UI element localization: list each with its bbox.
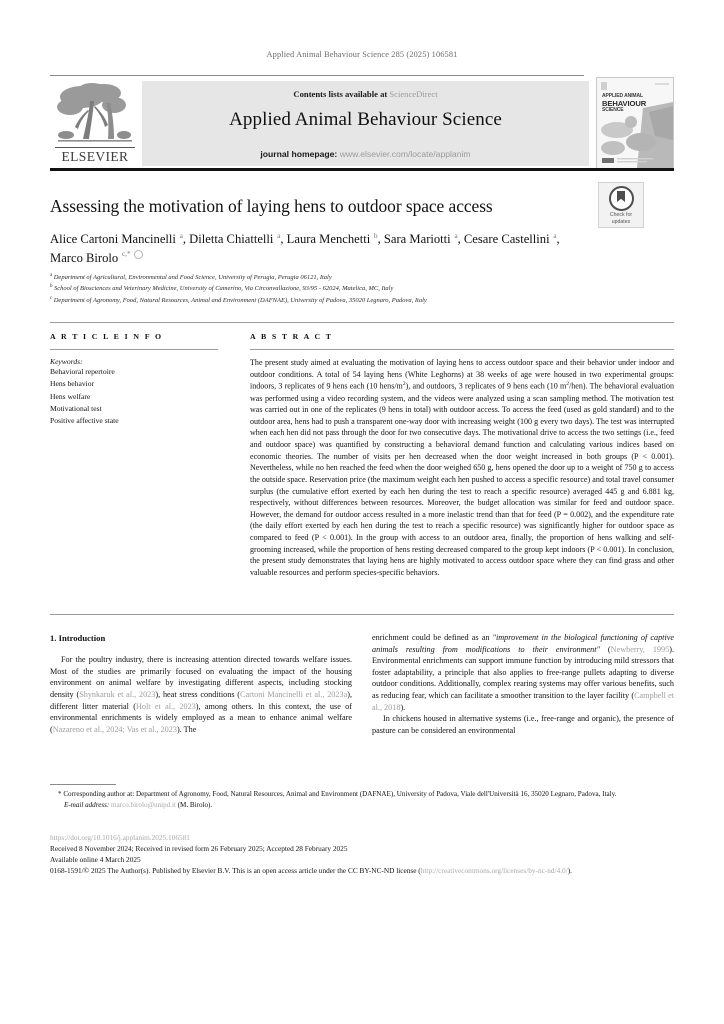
crossmark-caption xyxy=(599,212,643,225)
bookmark-icon xyxy=(609,186,634,211)
affiliation-item xyxy=(50,283,610,294)
abstract-section xyxy=(250,332,674,579)
author-list xyxy=(50,230,570,267)
journal-homepage-line xyxy=(142,149,589,159)
cover-title-line3: SCIENCE xyxy=(602,107,624,114)
elsevier-logo xyxy=(52,81,138,165)
crossmark-line2: updates xyxy=(611,218,631,225)
article-info-heading: A R T I C L E I N F O xyxy=(50,332,163,341)
list-item: Hens welfare xyxy=(50,391,91,401)
abstract-block-bottom-rule xyxy=(50,614,674,615)
page-title: Assessing the motivation of laying hens to outdoor space access xyxy=(50,196,493,216)
paragraph: For the poultry industry, there is increasing attention directed towards welfare issues. Most of the studies are primarily focused on evaluating the impact of the housing environment on animal welfare by investigating different aspects, including stocking density (Shynkaruk et al., 2023), heat stress conditions (Cartoni Mancinelli et al., 2023a), different litter material (Holt et al., 2023), among others. In this context, the use of environmental enrichments is widely employed as a mean to enhance animal welfare (Nazareno et al., 2024; Vas et al., 2023). The xyxy=(50,655,352,734)
sciencedirect-link[interactable]: ScienceDirect xyxy=(389,89,438,99)
crossmark-line1: Check for xyxy=(609,212,633,218)
abstract-rule xyxy=(250,349,674,350)
introduction-right-column xyxy=(372,632,674,736)
article-info-section xyxy=(50,332,230,427)
cover-title-line2: BEHAVIOUR xyxy=(602,98,647,108)
publication-metadata xyxy=(50,832,674,876)
introduction-left-column xyxy=(50,632,352,735)
email-label: E-mail address: xyxy=(64,800,110,809)
abstract-text: The present study aimed at evaluating the motivation of laying hens to access outdoor space and their behavior under indoor and outdoor conditions. A total of 54 laying hens (White Leghorns) at 38 weeks of age were housed in two experimental groups: indoors, 3 replicates of 9 hens each (10 hens/$m^2$), and outdoors, 3 replicates of 9 hens each (10 $m^2/hen$). The behavioral evaluation was performed using a video recording system, and the videos were analyzed using a scan sampling method. The motivation test was carried out in one of the replicates (9 hens in total) with outdoor access. To access the feed (used as gold standard) and to the outdoor area, hens had to push a transparent one-way door with increasing weight (100 g every two days). The test was interrupted when each hen did not pass through the door for two consecutive days. The motivational drive to access the two settings (i.e., feed and outdoor space) was quantified by constructing a behavioral demand function and calculating various indices based on economic theories. The number of visits per hen decreased when the door weight increased in both groups (P < 0.001). Nevertheless, while no hen reached the feed when the door weighed 650 g, hens opened the door up to a weight of 750 g to access the outside space. Reservation price (the maximum weight each hen pushed to access a specific resource) and total travel consumer surplus (the cumulative effort exerted by each hen during the test to reach a specific resource) averaged 445 g and 6.881 kg, respectively, without differences between resources. Moreover, the budget allocation was similar for feed and outdoor space. However, the demand for outdoor access resulted in a more inelastic trend than that for feed (P = 0.002), and the expenditure rate (the daily effort exerted by each hen during the test to reach a specific resource) was significantly higher for outdoor space as compared to feed (P < 0.001). In the group with access to an outdoor area, finally, the proportion of hens walking and self-grooming increased, while the proportion of hens resting decreased compared to the group kept indoors (P < 0.001). In conclusion, the present study demonstrates that laying hens are highly motivated to access outdoor space where they can find grass and other valuable resources and perform species-specific behaviors. xyxy=(250,358,674,577)
list-item: Hens behavior xyxy=(50,379,95,389)
contents-label: Contents lists available at xyxy=(293,89,388,99)
homepage-url[interactable]: www.elsevier.com/locate/applanim xyxy=(339,149,471,159)
affiliation-item xyxy=(50,295,610,306)
keywords-label: Keywords: xyxy=(50,357,83,366)
footnote-rule xyxy=(50,784,116,785)
section-heading-introduction: 1. Introduction xyxy=(50,633,106,643)
elsevier-divider xyxy=(55,147,135,148)
affiliation-list xyxy=(50,272,610,306)
email-line xyxy=(50,800,674,811)
corresponding-author-note xyxy=(50,789,674,811)
journal-masthead xyxy=(50,75,674,170)
running-head: Applied Animal Behaviour Science 285 (2025) 106581 xyxy=(266,50,458,59)
affiliation-mark: a xyxy=(50,273,53,278)
copyright-license: 0168-1591/© 2025 The Author(s). Published by Elsevier B.V. This is an open access article under the CC BY-NC-ND license (http://creativecommons.org/licenses/by-nc-nd/4.0/). xyxy=(50,866,573,876)
received-dates: Received 8 November 2024; Received in revised form 26 February 2025; Accepted 28 February 2025 xyxy=(50,844,348,854)
affiliation-text: School of Biosciences and Veterinary Medicine, University of Camerino, Via Circonvallazione, 93/95 - 62024, Matelica, MC, Italy xyxy=(54,285,394,293)
list-item: Positive affective state xyxy=(50,416,119,426)
masthead-top-rule xyxy=(50,75,584,76)
journal-band xyxy=(142,81,589,166)
affiliation-text: Department of Agronomy, Food, Natural Resources, Animal and Environment (DAFNAE), University of Padova, 35020 Legnaro, Padova, Italy xyxy=(53,296,427,304)
elsevier-wordmark: ELSEVIER xyxy=(61,149,129,164)
doi-link[interactable]: https://doi.org/10.1016/j.applanim.2025.106581 xyxy=(50,833,190,842)
crossmark-badge[interactable] xyxy=(598,182,644,228)
paragraph: enrichment could be defined as an "improvement in the biological functioning of captive animals resulting from modifications to their environment" (Newberry, 1995). Environmental enrichments can support immune function by introducing mild stressors that foster adaptability, a principle that also applies to free-range pullets adapting to diverse outdoor conditions. Additionally, complex rearing systems may offer various benefits, such as reducing fear, which can facilitate a smoother transition to the layer facility (Campbell et al., 2018). xyxy=(372,633,674,712)
abstract-heading: A B S T R A C T xyxy=(250,332,333,341)
list-item: Behavioral repertoire xyxy=(50,367,115,376)
email-value[interactable]: marco.birolo@unipd.it xyxy=(111,800,176,809)
corresponding-author-text: * Corresponding author at: Department of Agronomy, Food, Natural Resources, Animal and Environment (DAFNAE), University of Padova, Viale dell'Università 16, 35020 Legnaro, Padova, Italy. xyxy=(58,790,617,798)
orcid-icon[interactable] xyxy=(134,250,143,259)
journal-title: Applied Animal Behaviour Science xyxy=(229,109,502,130)
paragraph: In chickens housed in alternative systems (i.e., free-range and organic), the presence of pasture can be considered an environmental xyxy=(372,714,674,735)
cover-title-line1: APPLIED ANIMAL xyxy=(602,93,643,99)
homepage-label: journal homepage: xyxy=(260,149,338,159)
affiliation-text: Department of Agricultural, Environmental and Food Science, University of Perugia, Perugia 06121, Italy xyxy=(53,274,332,282)
cover-title xyxy=(602,94,646,114)
masthead-bottom-rule xyxy=(50,168,674,171)
email-owner: (M. Birolo). xyxy=(177,800,213,809)
journal-cover-thumbnail xyxy=(596,77,674,169)
elsevier-tree-icon xyxy=(56,81,134,145)
keywords-list xyxy=(50,366,230,427)
cover-artwork xyxy=(597,78,673,168)
affiliation-mark: b xyxy=(50,284,53,290)
available-online: Available online 4 March 2025 xyxy=(50,855,141,865)
affiliation-item xyxy=(50,272,610,283)
affiliation-mark: c xyxy=(50,295,53,301)
contents-line xyxy=(142,89,589,99)
article-info-rule xyxy=(50,349,218,350)
list-item: Motivational test xyxy=(50,403,102,413)
abstract-block-top-rule xyxy=(50,322,674,323)
authors-text: Alice Cartoni Mancinelli $^a$, Diletta Chiattelli $^a$, Laura Menchetti $^b$, Sara Mariotti $^a$, Cesare Castellini $^a$, Marco Birolo $^{c,*}$ xyxy=(50,230,560,265)
